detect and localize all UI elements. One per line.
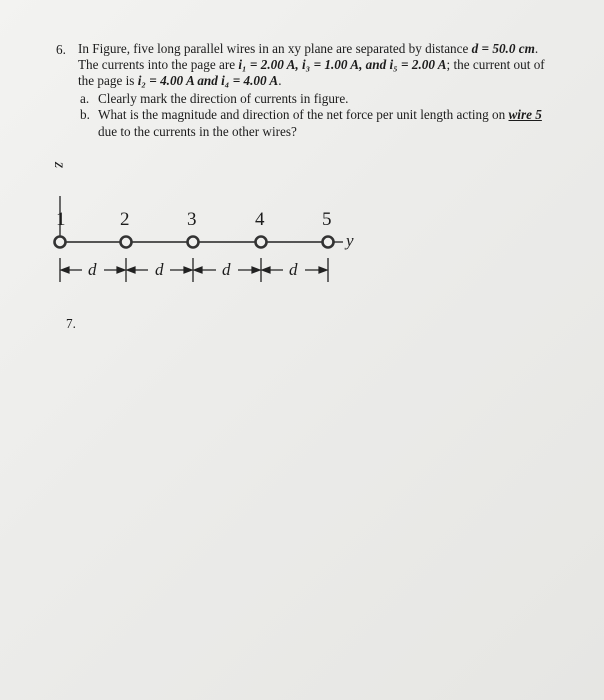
wire-label-3: 3	[187, 209, 197, 230]
wire-5-circle	[323, 237, 334, 248]
wire-label-5: 5	[322, 209, 332, 230]
wire-3-circle	[188, 237, 199, 248]
part-b-label: b.	[80, 107, 90, 122]
spacing-label-3: d	[222, 260, 231, 279]
q-line3-end: .	[278, 73, 282, 88]
wire-1-circle	[55, 237, 66, 248]
wire-4-circle	[256, 237, 267, 248]
part-a-label: a.	[80, 91, 90, 106]
part-b-text: What is the magnitude and direction of the net force per unit length acting on	[98, 107, 509, 122]
y-axis-label: y	[346, 231, 354, 250]
question-number: 6.	[56, 42, 66, 57]
wire-label-4: 4	[255, 209, 265, 230]
wire-2-circle	[121, 237, 132, 248]
z-axis-label: z	[51, 161, 69, 169]
part-b-wire5: wire 5	[508, 107, 542, 122]
wire-label-1: 1	[56, 209, 66, 230]
spacing-label-2: d	[155, 260, 164, 279]
q-line1-end: .	[534, 41, 539, 56]
part-b-line-2: due to the currents in the other wires?	[98, 124, 297, 139]
spacing-label-1: d	[88, 260, 97, 279]
question-7-number: 7.	[66, 316, 76, 331]
spacing-label-4: d	[289, 260, 298, 279]
q-line3-text: the page is	[78, 73, 138, 88]
q-line1-text: In Figure, five long parallel wires in an xy plane are separated by distance	[78, 41, 472, 56]
part-a-text: Clearly mark the direction of currents in figure.	[98, 91, 349, 106]
wire-label-2: 2	[120, 209, 130, 230]
q-line1-math: d = 50.0 cm	[471, 41, 535, 56]
q-line3-math: i₂ = 4.00 A and i₄ = 4.00 A	[137, 73, 279, 88]
q-line2-math: i₁ = 2.00 A, i₃ = 1.00 A, and i₅ = 2.00 A	[238, 57, 447, 72]
q-line2-end: ; the current out of	[446, 57, 545, 72]
q-line2-text: The currents into the page are	[78, 57, 239, 72]
